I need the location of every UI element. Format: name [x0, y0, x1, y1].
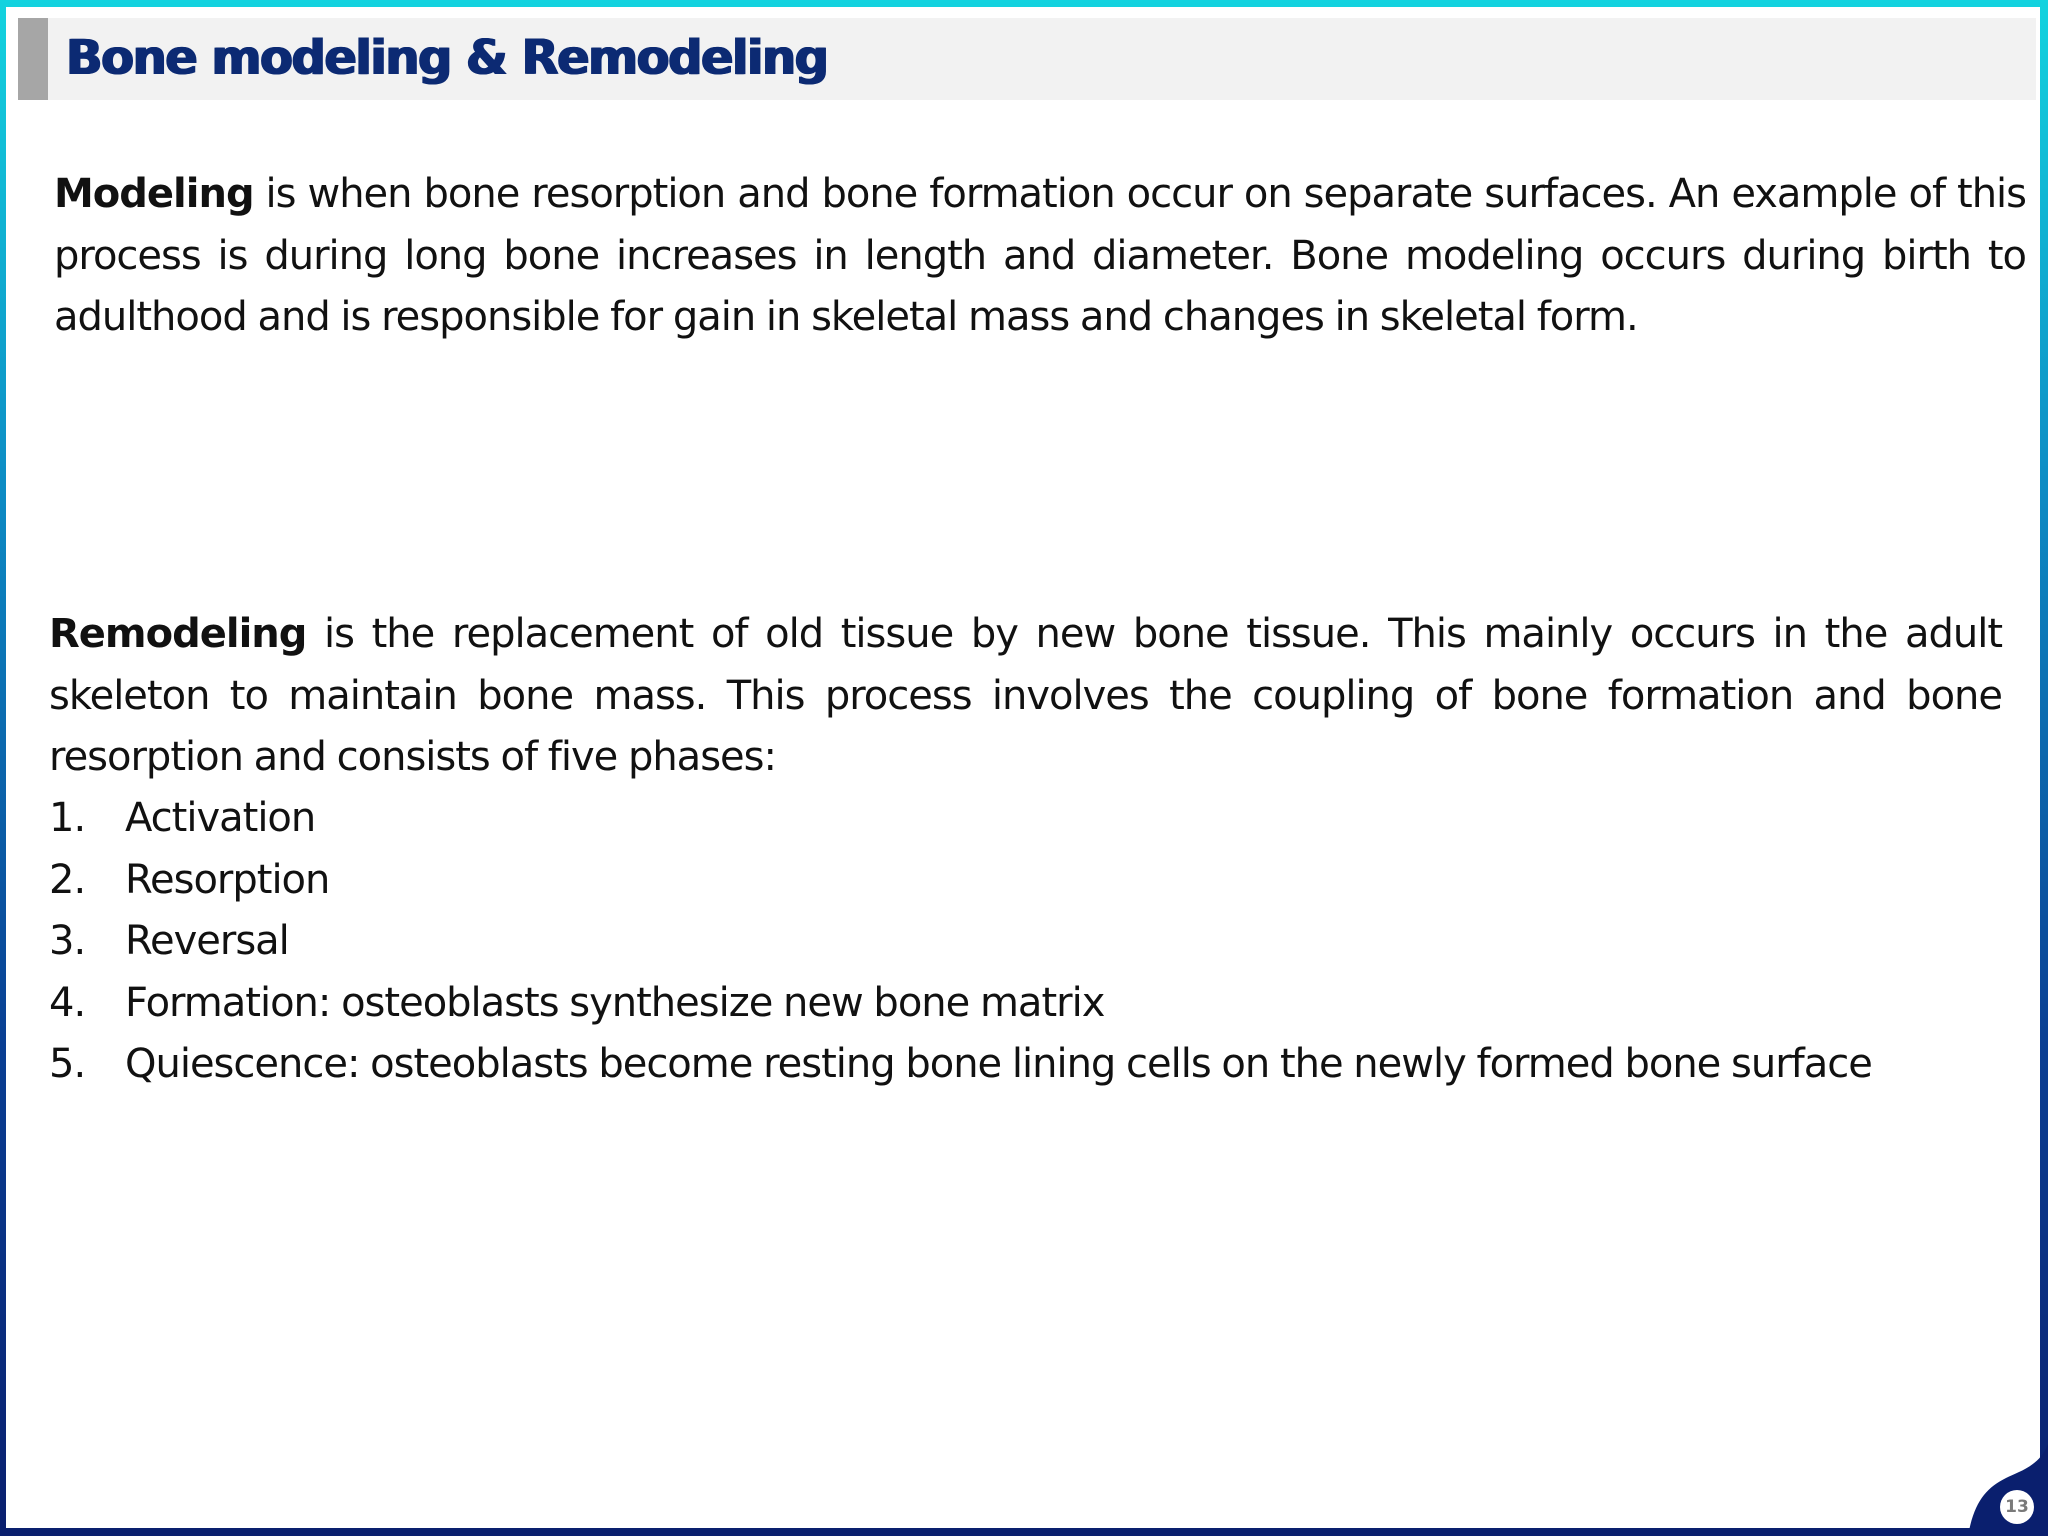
- corner-wave-shape: [1968, 1444, 2048, 1536]
- list-item: [49, 788, 2002, 850]
- list-item-number: 4.: [49, 979, 86, 1026]
- page-number-badge: 13: [2000, 1490, 2034, 1524]
- list-item: [49, 1034, 2002, 1096]
- phase-list: [49, 788, 2002, 1096]
- list-item: [49, 911, 2002, 973]
- list-item: [49, 973, 2002, 1035]
- remodeling-paragraph: [49, 604, 2002, 789]
- slide: [6, 7, 2040, 1528]
- list-item-label: Reversal: [125, 918, 289, 964]
- slide-title: Bone modeling & Remodeling: [66, 30, 828, 86]
- list-item-number: 1.: [49, 795, 86, 841]
- title-bar: [18, 18, 2036, 100]
- list-item-number: 3.: [49, 918, 86, 964]
- list-item-label: Quiescence: osteoblasts become resting bone lining cells on the newly formed bone surface: [125, 1041, 1872, 1087]
- list-item-number: 2.: [49, 856, 86, 903]
- list-item-number: 5.: [49, 1041, 86, 1087]
- remodeling-text: is the replacement of old tissue by new bone tissue. This mainly occurs in the adult skeleton to maintain bone mass. This process involves the coupling of bone formation and bone resorption and consists of five phases:: [49, 611, 2002, 780]
- list-item-label: Activation: [125, 795, 316, 841]
- title-accent-bar: [18, 18, 48, 100]
- list-item: [49, 850, 2002, 912]
- remodeling-term: Remodeling: [49, 611, 307, 657]
- list-item-label: Resorption: [125, 856, 330, 903]
- modeling-paragraph: [54, 164, 2026, 349]
- list-item-label: Formation: osteoblasts synthesize new bone matrix: [125, 979, 1105, 1026]
- corner-decoration: [1968, 1444, 2048, 1536]
- modeling-term: Modeling: [54, 171, 254, 217]
- modeling-text: is when bone resorption and bone formation occur on separate surfaces. An example of this process is during long bone increases in length and diameter. Bone modeling occurs during birth to adulthood and is responsible for gain in skeletal mass and changes in skeletal form.: [54, 171, 2026, 340]
